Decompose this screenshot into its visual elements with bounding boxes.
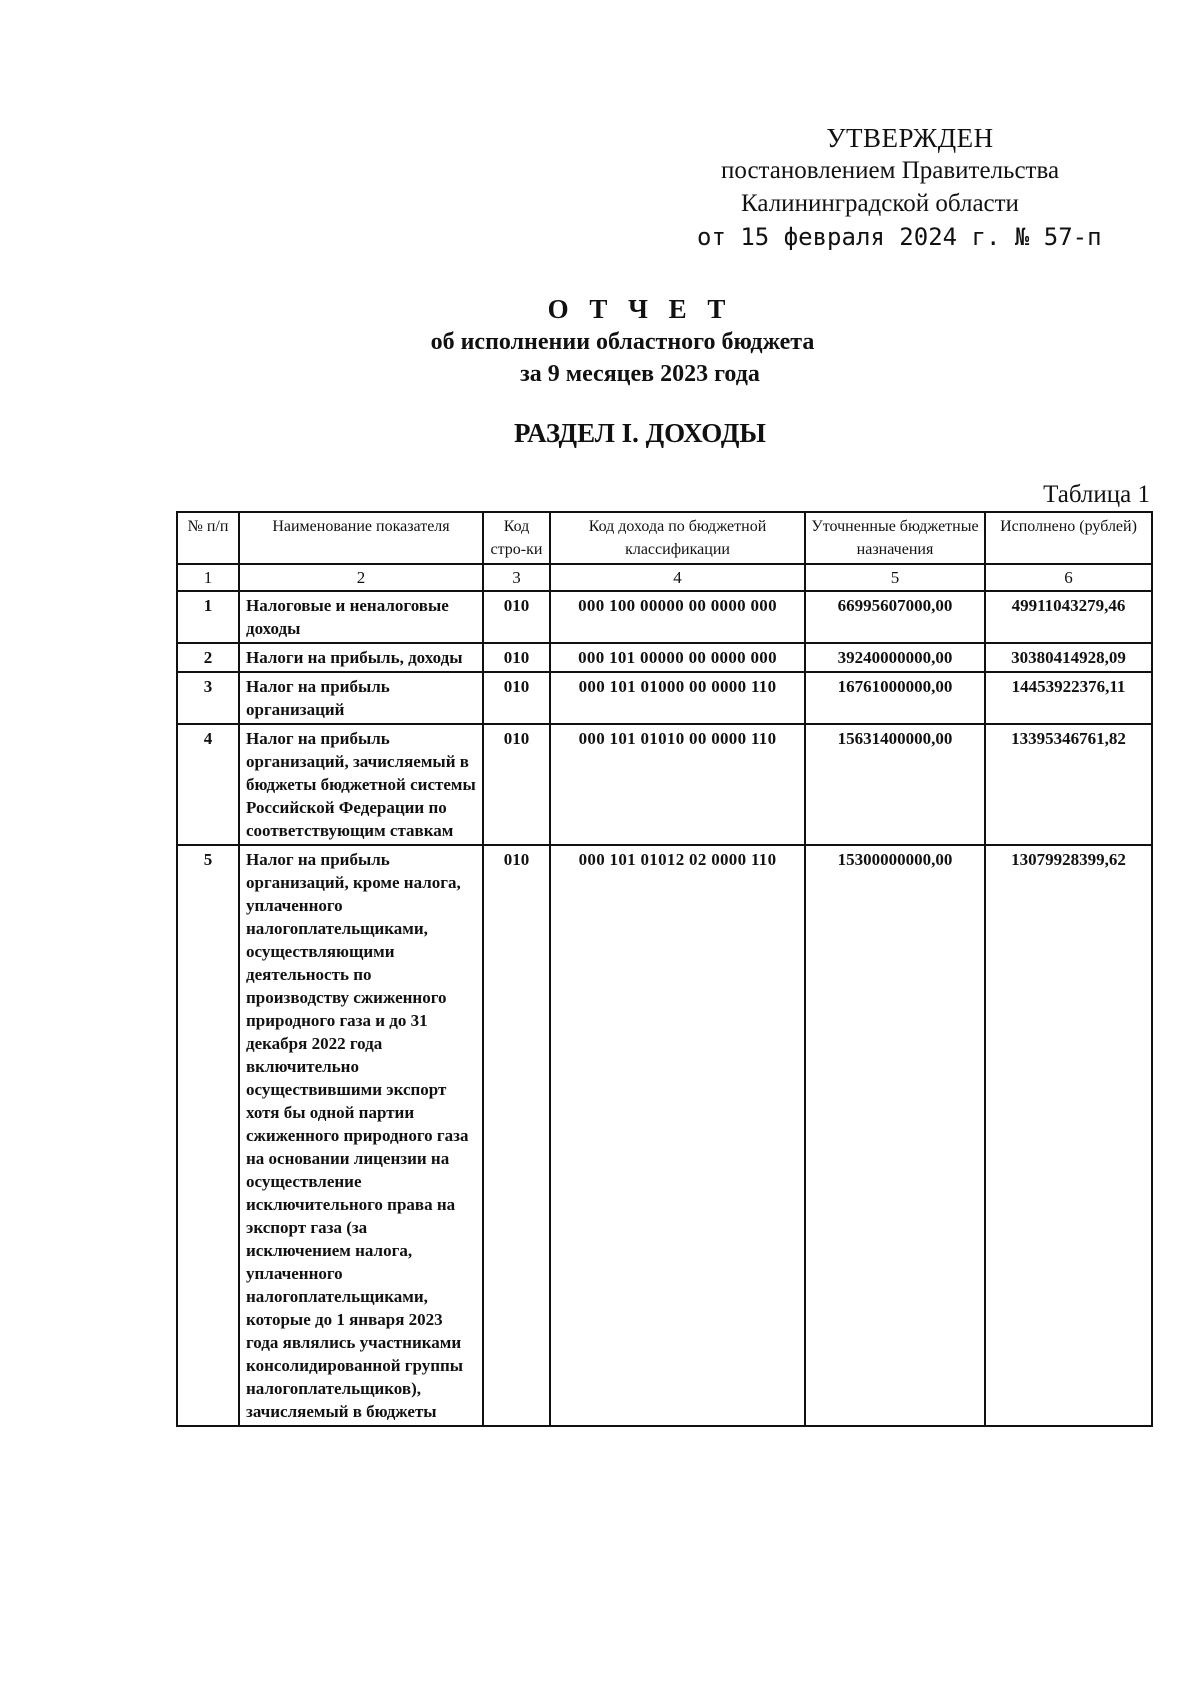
row-plan: 16761000000,00 [805,672,985,724]
header-kbk: Код дохода по бюджетной классификации [550,512,805,564]
approval-line-2: Калининградской области [741,190,1019,217]
header-plan: Уточненные бюджетные назначения [805,512,985,564]
column-number: 2 [239,564,483,591]
column-number: 6 [985,564,1152,591]
row-plan: 15300000000,00 [805,845,985,1426]
row-kbk: 000 101 01012 02 0000 110 [550,845,805,1426]
table-row [177,845,1152,1426]
row-fact: 13079928399,62 [985,845,1152,1426]
row-line-code: 010 [483,643,550,672]
row-line-code: 010 [483,672,550,724]
row-plan: 15631400000,00 [805,724,985,845]
row-line-code: 010 [483,724,550,845]
row-fact: 14453922376,11 [985,672,1152,724]
header-fact: Исполнено (рублей) [985,512,1152,564]
report-heading [0,292,1200,390]
row-number: 4 [177,724,239,845]
report-subtitle-2: за 9 месяцев 2023 года [520,361,760,387]
approval-line-1: постановлением Правительства [720,157,1060,184]
approval-block [560,122,1160,251]
table-row [177,643,1152,672]
header-num: № п/п [177,512,239,564]
row-fact: 30380414928,09 [985,643,1152,672]
table-label: Таблица 1 [1043,481,1150,508]
approval-title: УТВЕРЖДЕН [826,123,994,153]
row-number: 2 [177,643,239,672]
table-row [177,724,1152,845]
row-name: Налог на прибыль организаций, зачисляемый в бюджеты бюджетной системы Российской Федерации по соответствующим ставкам [239,724,483,845]
row-fact: 13395346761,82 [985,724,1152,845]
row-kbk: 000 101 01000 00 0000 110 [550,672,805,724]
column-number: 4 [550,564,805,591]
row-line-code: 010 [483,591,550,643]
table-header-row [177,512,1152,564]
column-number: 1 [177,564,239,591]
column-number-row [177,564,1152,591]
approval-date-line: от 15 февраля 2024 г. № 57-п [697,223,1102,251]
table-row [177,591,1152,643]
table-row [177,672,1152,724]
row-name: Налог на прибыль организаций [239,672,483,724]
row-fact: 49911043279,46 [985,591,1152,643]
row-plan: 66995607000,00 [805,591,985,643]
row-kbk: 000 101 01010 00 0000 110 [550,724,805,845]
row-line-code: 010 [483,845,550,1426]
row-name: Налоги на прибыль, доходы [239,643,483,672]
report-subtitle-1: об исполнении областного бюджета [430,329,815,355]
column-number: 3 [483,564,550,591]
header-name: Наименование показателя [239,512,483,564]
row-kbk: 000 101 00000 00 0000 000 [550,643,805,672]
row-name: Налоговые и неналоговые доходы [239,591,483,643]
header-line-code: Код стро-ки [483,512,550,564]
row-number: 1 [177,591,239,643]
row-number: 5 [177,845,239,1426]
row-plan: 39240000000,00 [805,643,985,672]
row-kbk: 000 100 00000 00 0000 000 [550,591,805,643]
section-title: РАЗДЕЛ I. ДОХОДЫ [514,418,766,448]
income-table [176,511,1153,1427]
column-number: 5 [805,564,985,591]
row-number: 3 [177,672,239,724]
row-name: Налог на прибыль организаций, кроме налога, уплаченного налогоплательщиками, осуществляющими деятельность по производству сжиженного природного газа и до 31 декабря 2022 года включительно осуществившими экспорт хотя бы одной партии сжиженного природного газа на основании лицензии на осуществление исключительного права на экспорт газа (за исключением налога, уплаченного налогоплательщиками, которые до 1 января 2023 года являлись участниками консолидированной группы налогоплательщиков), зачисляемый в бюджеты [239,845,483,1426]
report-title: О Т Ч Е Т [547,294,733,324]
